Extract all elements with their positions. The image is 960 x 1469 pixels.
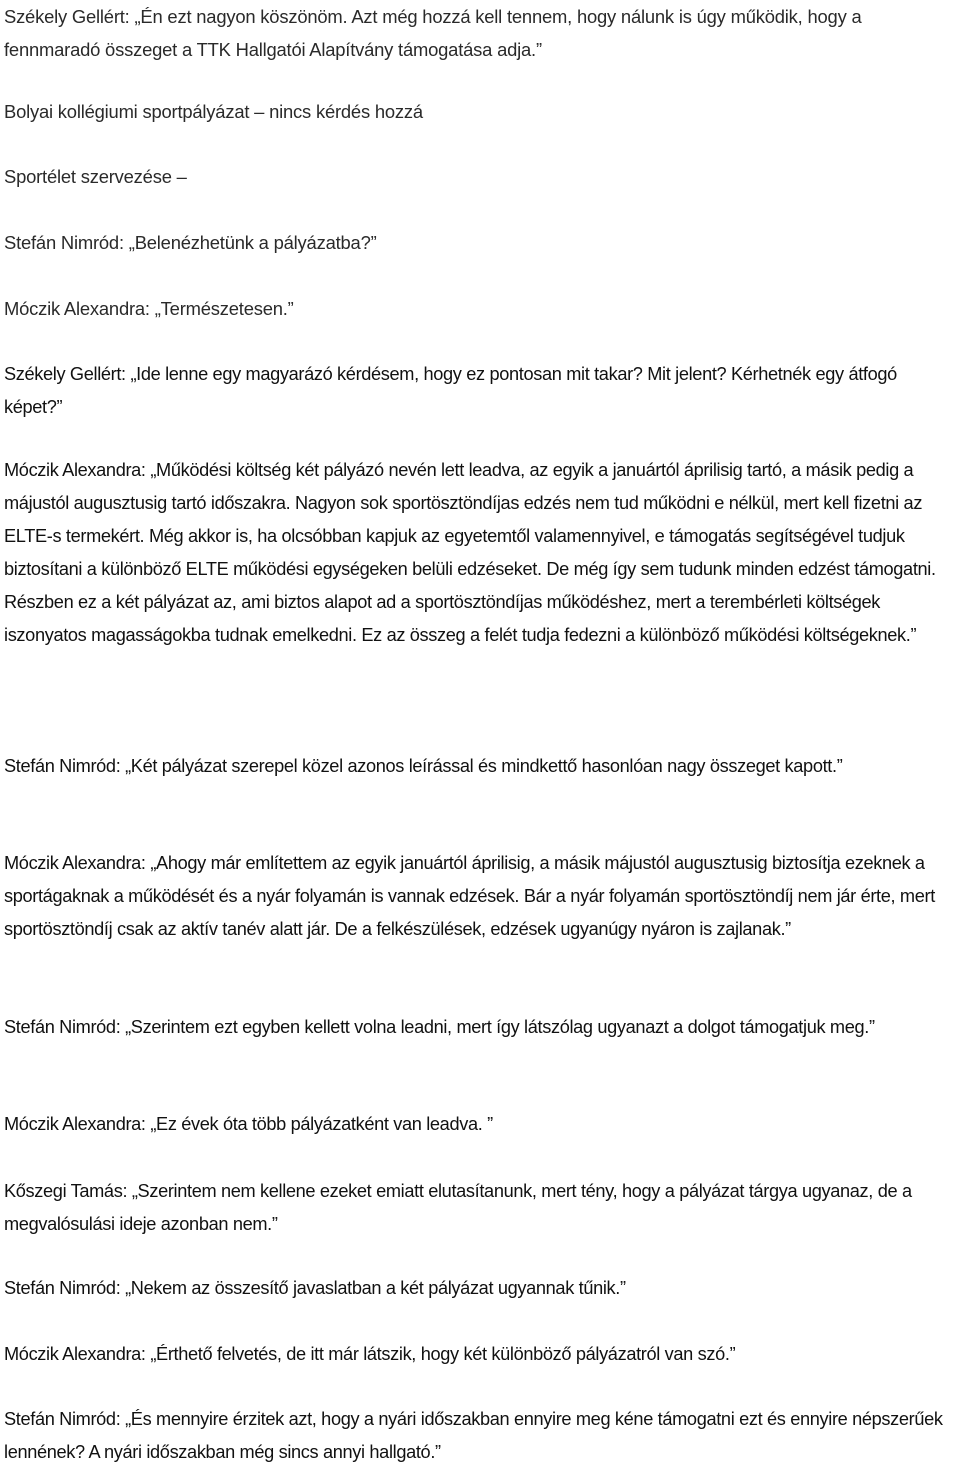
paragraph-moczik-years: Móczik Alexandra: „Ez évek óta több pályázatként van leadva. ” — [4, 1114, 493, 1134]
paragraph-koszegi-opinion: Kőszegi Tamás: „Szerintem nem kellene ezeket emiatt elutasítanunk, mert tény, hogy a pályázat tárgya ugyanaz, de a megvalósulási ideje azonban nem.” — [4, 1181, 912, 1234]
paragraph-szekely-question: Székely Gellért: „Ide lenne egy magyarázó kérdésem, hogy ez pontosan mit takar? Mit jelent? Kérhetnék egy átfogó képet?” — [4, 364, 897, 417]
paragraph-stefan-question: Stefán Nimród: „Belenézhetünk a pályázatba?” — [4, 232, 377, 253]
paragraph-stefan-two-applications: Stefán Nimród: „Két pályázat szerepel közel azonos leírással és mindkettő hasonlóan nagy összeget kapott.” — [4, 756, 843, 776]
paragraph-moczik-different: Móczik Alexandra: „Érthető felvetés, de itt már látszik, hogy két különböző pályázatról van szó.” — [4, 1344, 736, 1364]
paragraph-stefan-summer-question: Stefán Nimród: „És mennyire érzitek azt, hogy a nyári időszakban ennyire meg kéne támogatni ezt és ennyire népszerűek lennének? A nyári időszakban még sincs annyi hallgató.” — [4, 1409, 943, 1462]
paragraph-szekely-thanks: Székely Gellért: „Én ezt nagyon köszönöm. Azt még hozzá kell tennem, hogy nálunk is úgy működik, hogy a fennmaradó összeget a TTK Hallgatói Alapítvány támogatása adja.” — [4, 6, 862, 60]
paragraph-moczik-explanation: Móczik Alexandra: „Működési költség két pályázó nevén lett leadva, az egyik a januártól áprilisig tartó, a másik pedig a májustól augusztusig tartó időszakra. Nagyon sok sportösztöndíjas edzés nem tud működni e nélkül, mert kell fizetni az ELTE-s termekért. Még akkor is, ha olcsóbban kapjuk az egyetemtől valamennyivel, e támogatás segítségével tudjuk biztosítani a különböző ELTE működési egységeken belüli edzéseket. De még így sem tudunk minden edzést támogatni. Részben ez a két pályázat az, ami biztos alapot ad a sportösztöndíjas működéshez, mert a terembérleti költségek iszonyatos magasságokba tudnak emelkedni. Ez az összeg a felét tudja fedezni a különböző működési költségeknek.” — [4, 460, 936, 645]
paragraph-stefan-same: Stefán Nimród: „Nekem az összesítő javaslatban a két pályázat ugyannak tűnik.” — [4, 1278, 626, 1298]
paragraph-moczik-summer: Móczik Alexandra: „Ahogy már említettem az egyik januártól áprilisig, a másik májustól augusztusig biztosítja ezeknek a sportágaknak a működését és a nyár folyamán is vannak edzések. Bár a nyár folyamán sportösztöndíj nem jár érte, mert sportösztöndíj csak az aktív tanév alatt jár. De a felkészülések, edzések ugyanúgy nyáron is zajlanak.” — [4, 853, 935, 939]
paragraph-moczik-answer: Móczik Alexandra: „Természetesen.” — [4, 298, 294, 319]
paragraph-bolyai-sport: Bolyai kollégiumi sportpályázat – nincs kérdés hozzá — [4, 101, 423, 122]
paragraph-sportelet: Sportélet szervezése – — [4, 166, 187, 187]
paragraph-stefan-combine: Stefán Nimród: „Szerintem ezt egyben kellett volna leadni, mert így látszólag ugyanazt a dolgot támogatjuk meg.” — [4, 1017, 875, 1037]
